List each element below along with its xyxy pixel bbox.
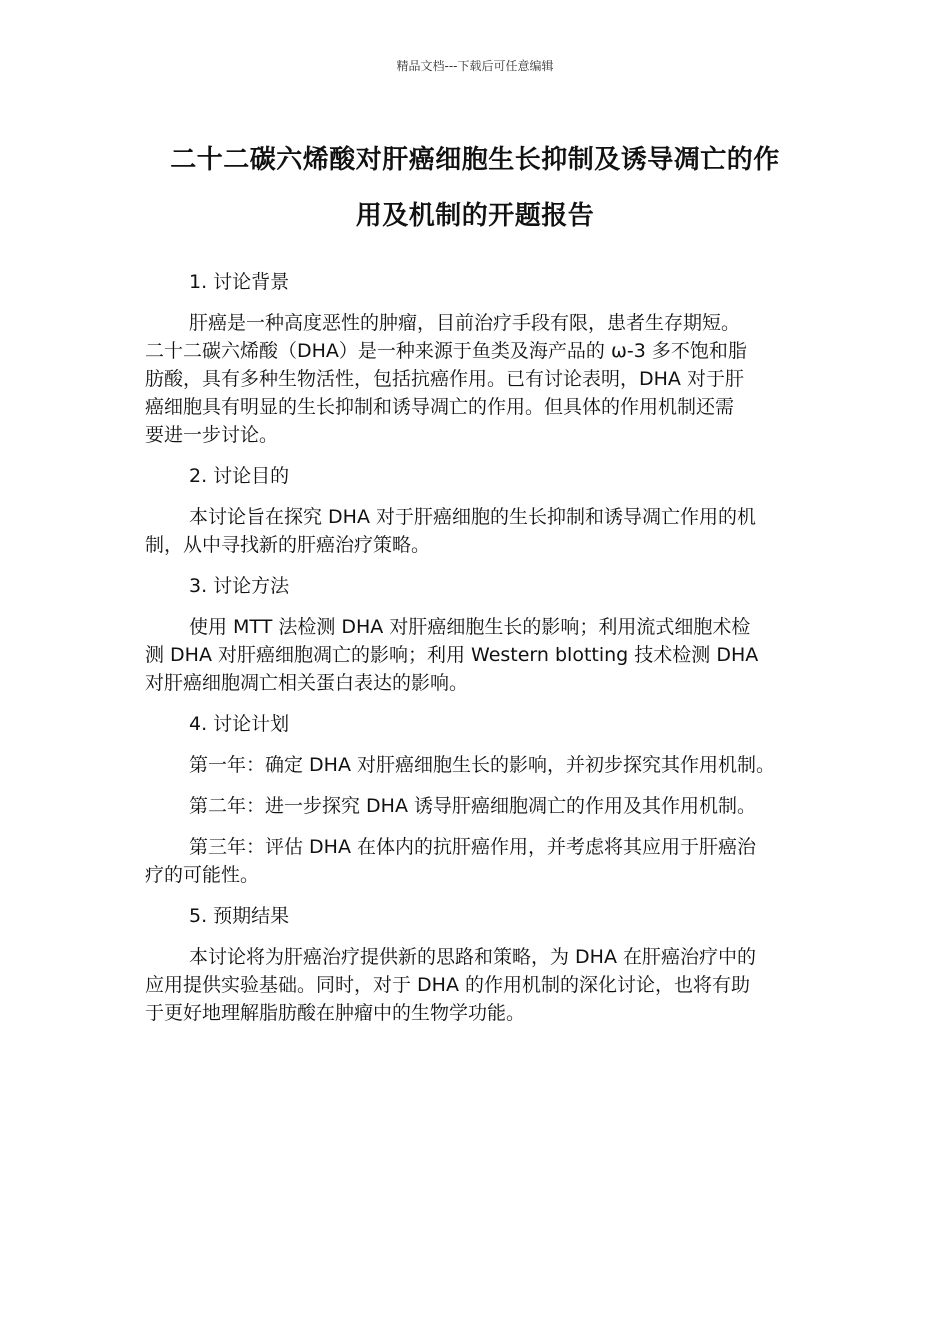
body-paragraph <box>145 751 810 779</box>
paragraph-line: 测 DHA 对肝癌细胞凋亡的影响；利用 Western blotting 技术检测 DHA <box>145 644 759 666</box>
paragraph-line: 第二年：进一步探究 DHA 诱导肝癌细胞凋亡的作用及其作用机制。 <box>189 795 756 817</box>
paragraph-line: 使用 MTT 法检测 DHA 对肝癌细胞生长的影响；利用流式细胞术检 <box>189 616 751 638</box>
paragraph-line: 疗的可能性。 <box>145 864 260 886</box>
paragraph-line: 第一年：确定 DHA 对肝癌细胞生长的影响，并初步探究其作用机制。 <box>189 754 775 776</box>
paragraph-line: 要进一步讨论。 <box>145 424 279 446</box>
body-paragraph <box>145 503 810 559</box>
paragraph-line: 于更好地理解脂肪酸在肿瘤中的生物学功能。 <box>145 1002 526 1024</box>
paragraph-line: 对肝癌细胞凋亡相关蛋白表达的影响。 <box>145 672 469 694</box>
paragraph-line: 二十二碳六烯酸（DHA）是一种来源于鱼类及海产品的 ω-3 多不饱和脂 <box>145 340 747 362</box>
section-heading: 4. 讨论计划 <box>189 713 290 735</box>
document-title <box>130 132 820 244</box>
section-heading: 2. 讨论目的 <box>189 465 290 487</box>
title-line: 用及机制的开题报告 <box>355 201 595 231</box>
section-heading: 1. 讨论背景 <box>189 271 290 293</box>
title-line: 二十二碳六烯酸对肝癌细胞生长抑制及诱导凋亡的作 <box>170 145 780 175</box>
document-body <box>145 268 810 1040</box>
body-paragraph <box>145 309 810 449</box>
paragraph-line: 本讨论将为肝癌治疗提供新的思路和策略，为 DHA 在肝癌治疗中的 <box>189 946 756 968</box>
page-header: 精品文档---下载后可任意编辑 <box>396 59 554 73</box>
paragraph-line: 肪酸，具有多种生物活性，包括抗癌作用。已有讨论表明，DHA 对于肝 <box>145 368 744 390</box>
section-heading: 5. 预期结果 <box>189 905 290 927</box>
paragraph-line: 本讨论旨在探究 DHA 对于肝癌细胞的生长抑制和诱导凋亡作用的机 <box>189 506 756 528</box>
paragraph-line: 肝癌是一种高度恶性的肿瘤，目前治疗手段有限，患者生存期短。 <box>189 312 741 334</box>
body-paragraph <box>145 613 810 697</box>
paragraph-line: 癌细胞具有明显的生长抑制和诱导凋亡的作用。但具体的作用机制还需 <box>145 396 735 418</box>
body-paragraph <box>145 792 810 820</box>
paragraph-line: 制，从中寻找新的肝癌治疗策略。 <box>145 534 431 556</box>
body-paragraph <box>145 833 810 889</box>
paragraph-line: 应用提供实验基础。同时，对于 DHA 的作用机制的深化讨论，也将有助 <box>145 974 750 996</box>
body-paragraph <box>145 943 810 1027</box>
section-heading: 3. 讨论方法 <box>189 575 290 597</box>
paragraph-line: 第三年：评估 DHA 在体内的抗肝癌作用，并考虑将其应用于肝癌治 <box>189 836 756 858</box>
